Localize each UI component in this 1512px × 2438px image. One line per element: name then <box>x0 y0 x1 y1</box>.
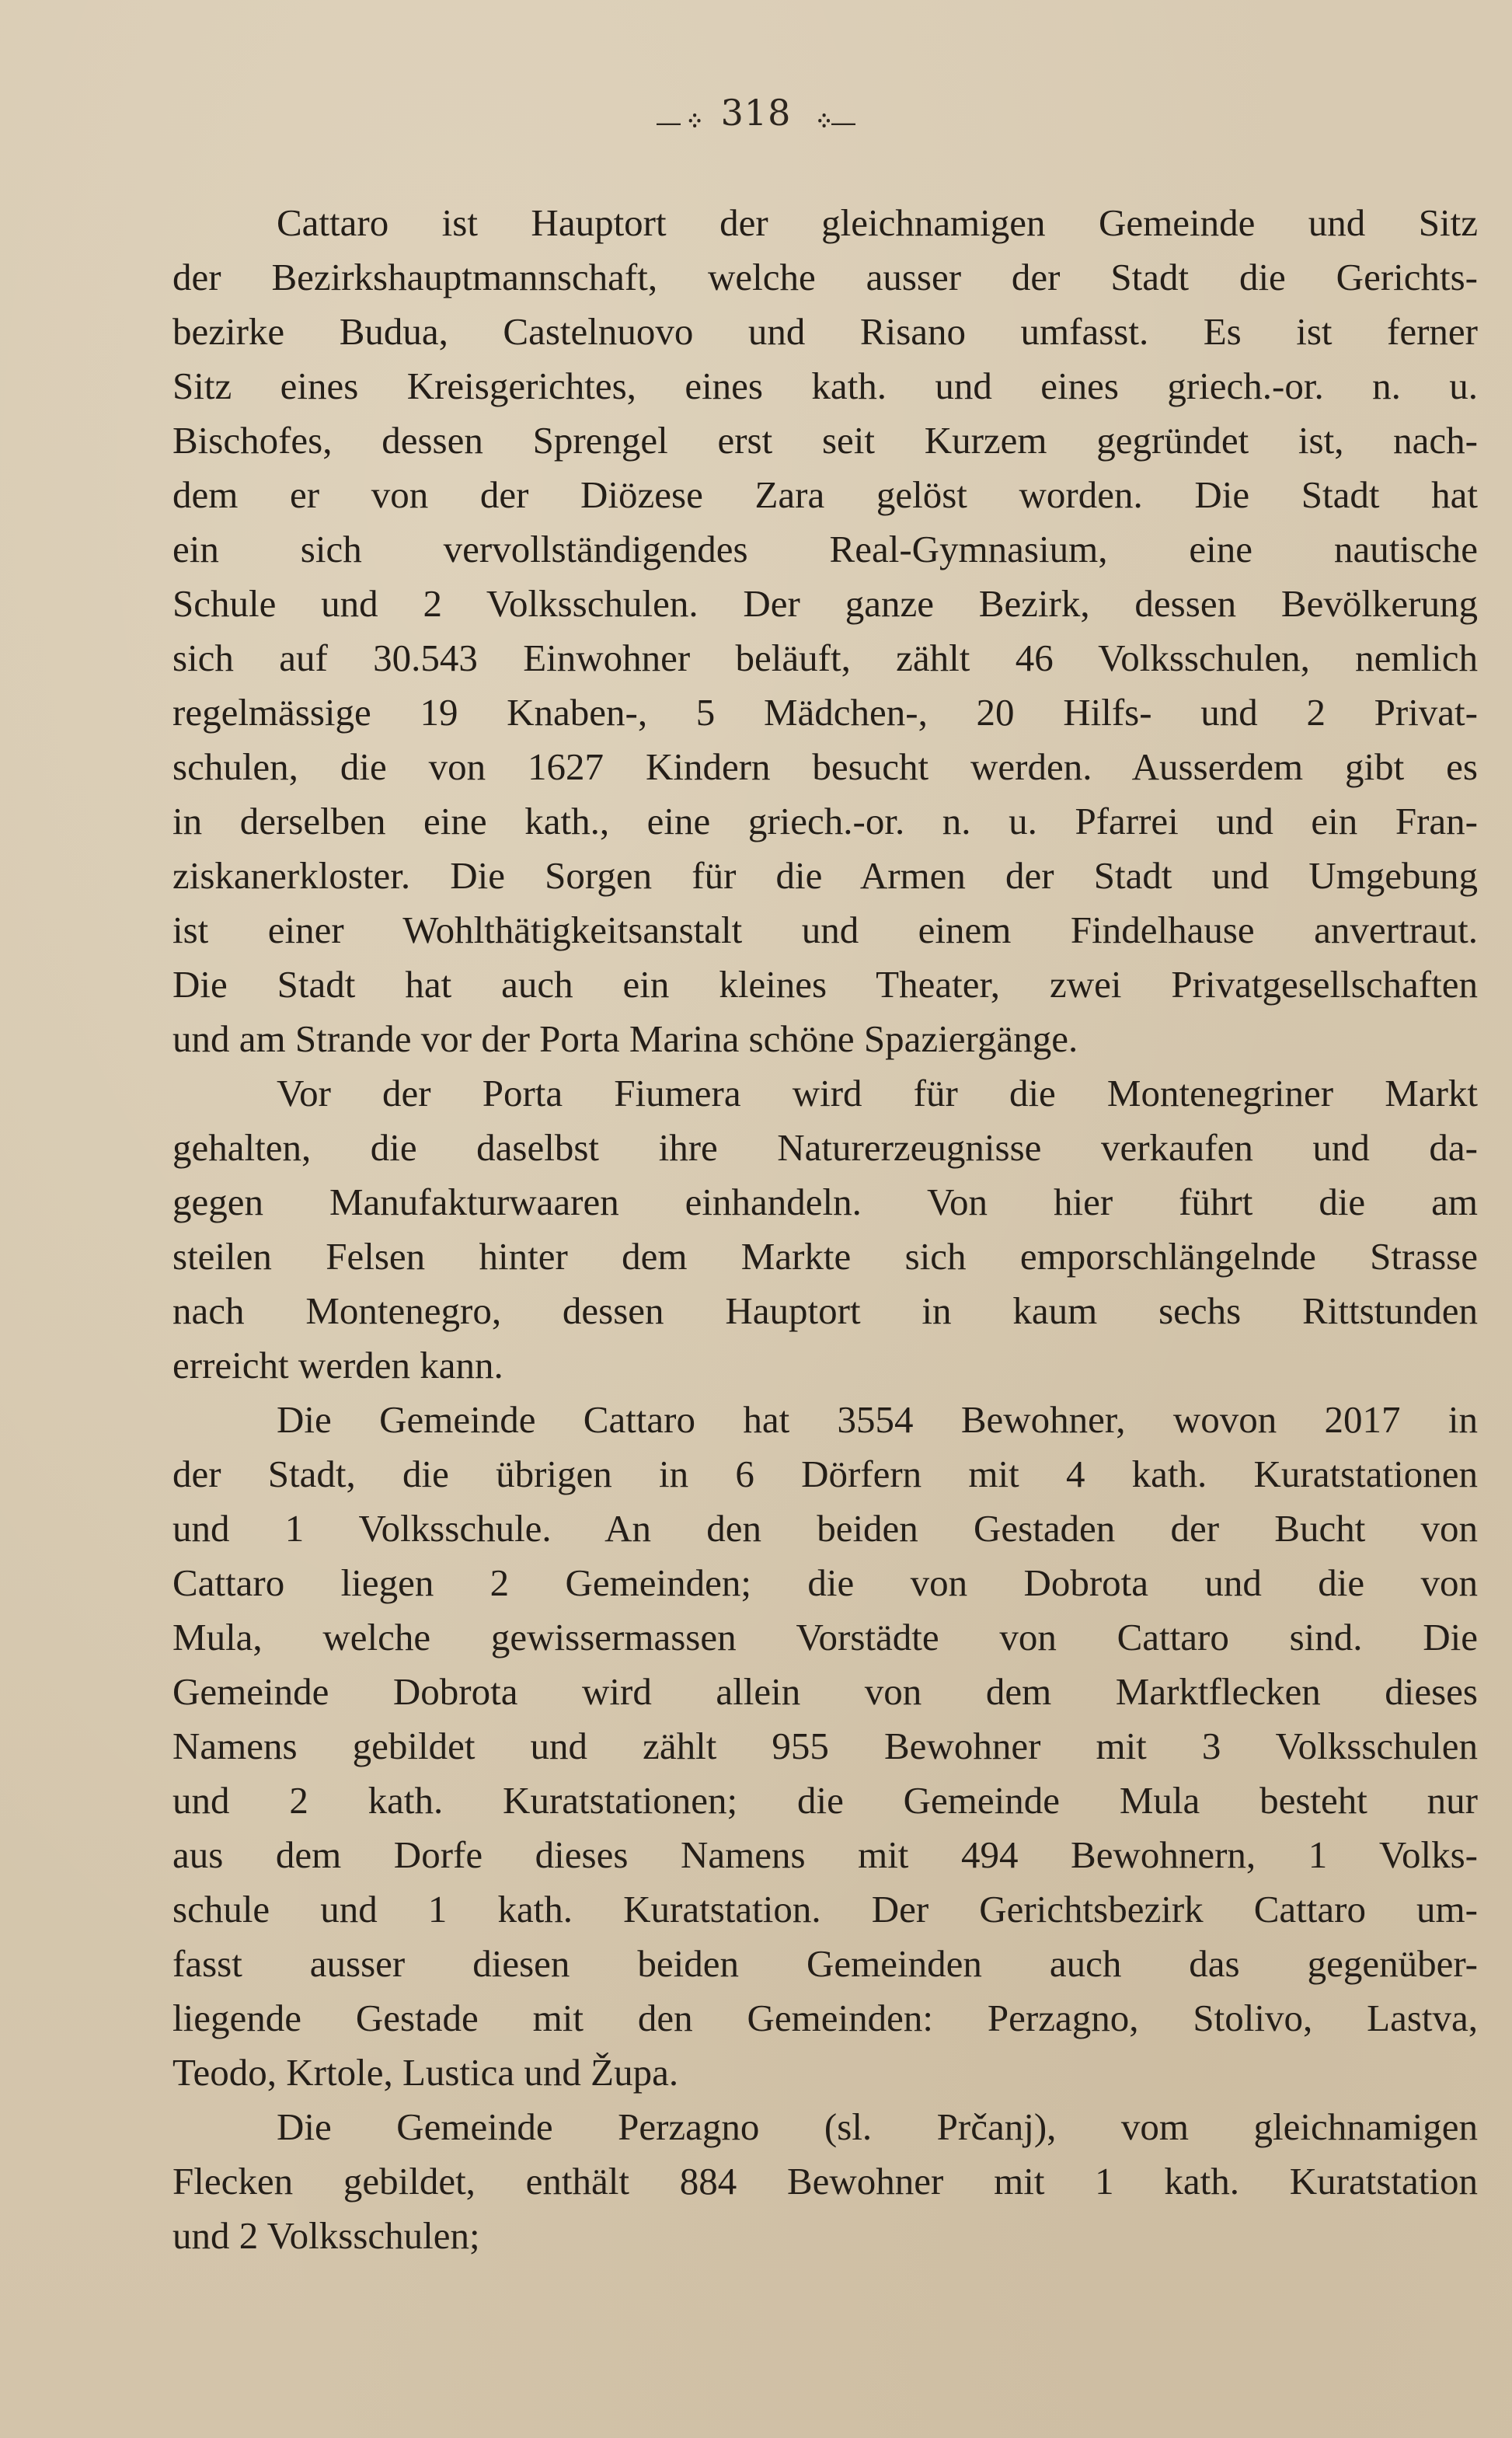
text-line: erreicht werden kann. <box>172 1344 503 1386</box>
text-line: Flecken gebildet, enthält 884 Bewohner mit 1 kath. Kuratstation <box>172 2160 1478 2203</box>
text-line: liegende Gestade mit den Gemeinden: Perzagno, Stolivo, Lastva, <box>172 1997 1478 2039</box>
text-line: in derselben eine kath., eine griech.-or. n. u. Pfarrei und ein Fran- <box>172 800 1478 842</box>
text-line: schule und 1 kath. Kuratstation. Der Gerichtsbezirk Cattaro um- <box>172 1888 1478 1931</box>
page-number: 318 <box>720 92 792 134</box>
page-header <box>0 92 1512 139</box>
text-line: und am Strande vor der Porta Marina schöne Spaziergänge. <box>172 1017 1078 1060</box>
text-line: und 2 kath. Kuratstationen; die Gemeinde Mula besteht nur <box>172 1779 1478 1822</box>
text-line: und 1 Volksschule. An den beiden Gestaden der Bucht von <box>172 1507 1478 1550</box>
text-line: schulen, die von 1627 Kindern besucht werden. Ausserdem gibt es <box>172 745 1478 788</box>
text-line: ziskanerkloster. Die Sorgen für die Armen der Stadt und Umgebung <box>172 854 1478 897</box>
text-line: Bischofes, dessen Sprengel erst seit Kurzem gegründet ist, nach- <box>172 419 1478 462</box>
text-line: sich auf 30.543 Einwohner beläuft, zählt 46 Volksschulen, nemlich <box>172 637 1478 679</box>
text-line: Cattaro liegen 2 Gemeinden; die von Dobrota und die von <box>172 1561 1478 1604</box>
text-line: der Stadt, die übrigen in 6 Dörfern mit 4 kath. Kuratstationen <box>172 1453 1478 1495</box>
text-line: bezirke Budua, Castelnuovo und Risano umfasst. Es ist ferner <box>172 310 1478 353</box>
text-line: Die Gemeinde Cattaro hat 3554 Bewohner, wovon 2017 in <box>277 1398 1478 1441</box>
text-line: Vor der Porta Fiumera wird für die Montenegriner Markt <box>277 1072 1478 1114</box>
text-line: und 2 Volksschulen; <box>172 2214 480 2257</box>
text-line: Cattaro ist Hauptort der gleichnamigen Gemeinde und Sitz <box>277 201 1478 244</box>
text-line: Gemeinde Dobrota wird allein von dem Marktflecken dieses <box>172 1670 1478 1713</box>
text-line: der Bezirkshauptmannschaft, welche ausser der Stadt die Gerichts- <box>172 256 1478 298</box>
text-line: dem er von der Diözese Zara gelöst worden. Die Stadt hat <box>172 473 1478 516</box>
text-line: aus dem Dorfe dieses Namens mit 494 Bewohnern, 1 Volks- <box>172 1833 1478 1876</box>
text-line: ist einer Wohlthätigkeitsanstalt und einem Findelhause anvertraut. <box>172 909 1478 951</box>
text-line: Sitz eines Kreisgerichtes, eines kath. und eines griech.-or. n. u. <box>172 364 1478 407</box>
text-line: Mula, welche gewissermassen Vorstädte von Cattaro sind. Die <box>172 1616 1478 1658</box>
text-line: regelmässige 19 Knaben-, 5 Mädchen-, 20 Hilfs- und 2 Privat- <box>172 691 1478 734</box>
ornament-left: —᠅ <box>655 107 701 138</box>
text-line: Namens gebildet und zählt 955 Bewohner mit 3 Volksschulen <box>172 1725 1478 1767</box>
text-line: nach Montenegro, dessen Hauptort in kaum sechs Rittstunden <box>172 1289 1478 1332</box>
text-line: Schule und 2 Volksschulen. Der ganze Bezirk, dessen Bevölkerung <box>172 582 1478 625</box>
text-line: Die Gemeinde Perzagno (sl. Prčanj), vom gleichnamigen <box>277 2105 1478 2148</box>
ornament-right: ᠅— <box>811 107 857 138</box>
text-line: steilen Felsen hinter dem Markte sich emporschlängelnde Strasse <box>172 1235 1478 1278</box>
text-line: Die Stadt hat auch ein kleines Theater, zwei Privatgesellschaften <box>172 963 1478 1006</box>
text-line: gegen Manufakturwaaren einhandeln. Von hier führt die am <box>172 1181 1478 1223</box>
text-line: Teodo, Krtole, Lustica und Župa. <box>172 2051 679 2094</box>
text-line: fasst ausser diesen beiden Gemeinden auch das gegenüber- <box>172 1942 1478 1985</box>
text-line: gehalten, die daselbst ihre Naturerzeugnisse verkaufen und da- <box>172 1126 1478 1169</box>
body-text <box>172 196 1478 2263</box>
text-line: ein sich vervollständigendes Real-Gymnasium, eine nautische <box>172 528 1478 570</box>
